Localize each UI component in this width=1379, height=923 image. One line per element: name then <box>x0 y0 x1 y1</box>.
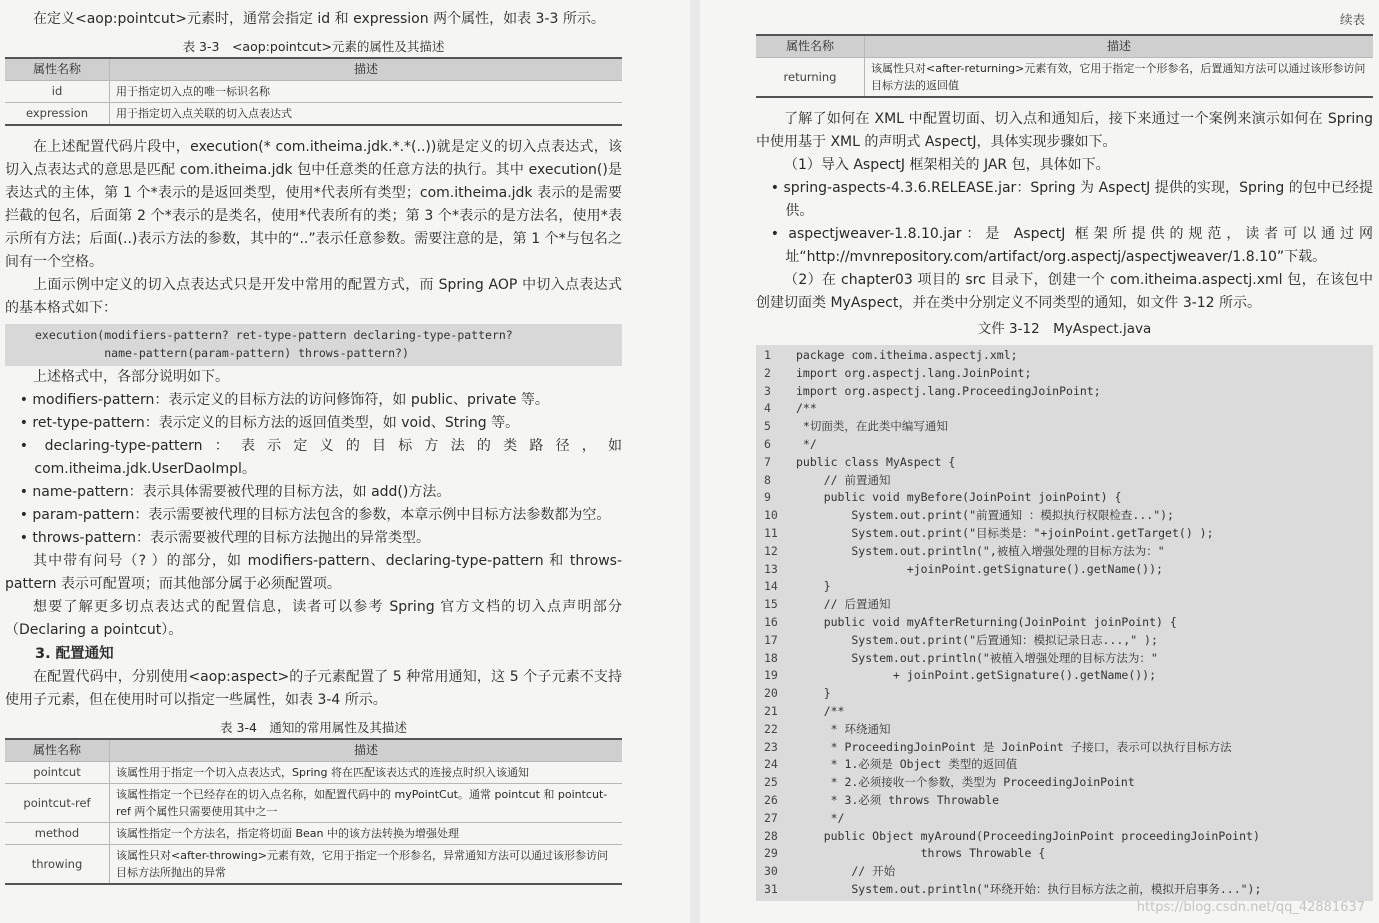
attribute-name-cell: method <box>5 823 110 845</box>
section-heading: 3. 配置通知 <box>35 646 114 662</box>
line-number: 1 <box>764 348 771 362</box>
code-line <box>756 828 1373 846</box>
table-header-cell: 属性名称 <box>5 739 110 762</box>
line-number: 17 <box>764 632 778 647</box>
table-header-row <box>5 58 622 81</box>
code-line <box>756 365 1373 383</box>
attribute-name-cell: returning <box>756 58 865 98</box>
table-3-4 <box>5 738 622 885</box>
code-text: * 环绕通知 <box>796 721 891 736</box>
table-row <box>5 762 622 784</box>
attribute-desc-cell: 该属性只对<after-returning>元素有效，它用于指定一个形参名，后置通知方法可以通过该形参访问目标方法的返回值 <box>865 58 1374 98</box>
table-header-cell: 属性名称 <box>5 58 110 81</box>
line-number: 5 <box>764 419 771 434</box>
code-line <box>756 845 1373 863</box>
attribute-name-cell: pointcut <box>5 762 110 784</box>
code-line <box>756 881 1373 899</box>
code-line <box>756 525 1373 543</box>
bullet-item: • name-pattern：表示具体需要被代理的目标方法，如 add()方法。 <box>19 484 451 500</box>
code-text: * 3.必须 throws Throwable <box>796 792 1000 807</box>
bullet-item: • aspectjweaver-1.8.10.jar：是 AspectJ 框架所提供的规范，读者可以通过网址“http://mvnrepository.com/artifact/org.aspectj/aspectjweaver/1.8.10”下载。 <box>770 226 1373 265</box>
docs-reference-paragraph: 想要了解更多切点表达式的配置信息，读者可以参考 Spring 官方文档的切入点声明部分（Declaring a pointcut）。 <box>5 599 622 638</box>
line-number: 9 <box>764 490 771 505</box>
line-number: 27 <box>764 810 778 825</box>
attribute-name-cell: throwing <box>5 845 110 885</box>
attribute-name-cell: pointcut-ref <box>5 784 110 823</box>
line-number: 11 <box>764 525 778 540</box>
table-3-4-continued <box>756 34 1373 98</box>
code-line <box>756 418 1373 436</box>
attribute-name-cell: expression <box>5 103 110 126</box>
code-line <box>756 454 1373 472</box>
line-number: 18 <box>764 650 778 665</box>
code-text: System.out.print("前置通知 ：模拟执行权限检查..."); <box>796 508 1174 523</box>
execution-format-code <box>5 324 622 366</box>
code-text: throws Throwable { <box>796 846 1046 861</box>
bullet-item: • modifiers-pattern：表示定义的目标方法的访问修饰符，如 public、private 等。 <box>19 392 549 408</box>
line-number: 12 <box>764 543 778 558</box>
code-line <box>756 614 1373 632</box>
table-row <box>5 81 622 103</box>
table-3-4-caption: 表 3-4 通知的常用属性及其描述 <box>220 720 407 735</box>
code-line <box>756 561 1373 579</box>
table-3-3 <box>5 57 622 126</box>
bullet-item: • ret-type-pattern：表示定义的目标方法的返回值类型，如 void、String 等。 <box>19 415 520 431</box>
code-line <box>756 863 1373 881</box>
table-row <box>5 103 622 126</box>
line-number: 23 <box>764 739 778 754</box>
code-line <box>756 596 1373 614</box>
table-header-cell: 描述 <box>865 35 1374 58</box>
attribute-desc-cell: 该属性用于指定一个切入点表达式，Spring 将在匹配该表达式的连接点时织入该通知 <box>110 762 623 784</box>
code-text: System.out.println("被植入增强处理的目标方法为：" <box>796 650 1158 665</box>
line-number: 4 <box>764 401 771 416</box>
attribute-desc-cell: 用于指定切入点的唯一标识名称 <box>110 81 623 103</box>
code-text: *切面类，在此类中编写通知 <box>796 419 948 434</box>
format-parts-intro: 上述格式中，各部分说明如下。 <box>33 369 229 385</box>
code-text: } <box>796 579 831 594</box>
code-text: */ <box>796 436 817 451</box>
code-listing <box>756 345 1373 901</box>
code-text: package com.itheima.aspectj.xml; <box>796 348 1018 362</box>
code-line <box>756 383 1373 401</box>
right-page <box>700 0 1379 923</box>
code-text: /** <box>796 401 817 416</box>
code-text: +joinPoint.getSignature().getName()); <box>796 561 1163 576</box>
code-text: // 前置通知 <box>796 472 891 487</box>
code-line <box>756 756 1373 774</box>
continued-label: 续表 <box>1339 12 1365 27</box>
code-text: System.out.println(",被植入增强处理的目标方法为：" <box>796 543 1165 558</box>
table-header-row <box>5 739 622 762</box>
line-number: 20 <box>764 686 778 701</box>
advice-config-paragraph: 在配置代码中，分别使用<aop:aspect>的子元素配置了 5 种常用通知，这 5 个子元素不支持使用子元素，但在使用时可以指定一些属性，如表 3-4 所示。 <box>5 669 622 708</box>
code-text: System.out.println("环绕开始：执行目标方法之前，模拟开启事务..."); <box>796 881 1262 896</box>
code-line <box>756 489 1373 507</box>
table-row <box>5 845 622 885</box>
table-row <box>5 823 622 845</box>
line-number: 30 <box>764 864 778 879</box>
code-line <box>756 703 1373 721</box>
code-line <box>756 650 1373 668</box>
optional-parts-paragraph: 其中带有问号（? ）的部分，如 modifiers-pattern、declaring-type-pattern 和 throws-pattern 表示可配置项；而其他部分属于必须配置项。 <box>5 553 622 592</box>
code-text: + joinPoint.getSignature().getName()); <box>796 668 1157 683</box>
code-line <box>756 543 1373 561</box>
code-line <box>756 792 1373 810</box>
code-text: */ <box>796 810 845 825</box>
code-line <box>756 685 1373 703</box>
line-number: 3 <box>764 383 771 398</box>
code-line <box>756 721 1373 739</box>
table-row <box>756 58 1373 98</box>
code-text: // 开始 <box>796 864 896 879</box>
code-line <box>756 667 1373 685</box>
right-column <box>756 34 1373 901</box>
code-line <box>756 436 1373 454</box>
line-number: 6 <box>764 436 771 451</box>
code-text: /** <box>796 703 845 718</box>
table-row <box>5 784 622 823</box>
code-line <box>756 400 1373 418</box>
attribute-name-cell: id <box>5 81 110 103</box>
case-intro-paragraph: 了解了如何在 XML 中配置切面、切入点和通知后，接下来通过一个案例来演示如何在 Spring 中使用基于 XML 的声明式 AspectJ，具体实现步骤如下。 <box>756 111 1373 150</box>
file-caption: 文件 3-12 MyAspect.java <box>977 321 1152 337</box>
watermark: https://blog.csdn.net/qq_42881637 <box>1136 900 1365 915</box>
attribute-desc-cell: 该属性指定一个已经存在的切入点名称，如配置代码中的 myPointCut。通常 pointcut 和 pointcut-ref 两个属性只需要使用其中之一 <box>110 784 623 823</box>
code-text: public class MyAspect { <box>796 454 956 469</box>
table-header-cell: 属性名称 <box>756 35 865 58</box>
line-number: 21 <box>764 703 778 718</box>
code-text: * ProceedingJoinPoint 是 JoinPoint 子接口，表示可以执行目标方法 <box>796 739 1232 754</box>
code-text: * 1.必须是 Object 类型的返回值 <box>796 757 1018 772</box>
line-number: 29 <box>764 846 778 861</box>
bullet-item: • throws-pattern：表示需要被代理的目标方法抛出的异常类型。 <box>19 530 431 546</box>
attribute-desc-cell: 该属性指定一个方法名，指定将切面 Bean 中的该方法转换为增强处理 <box>110 823 623 845</box>
code-text: public Object myAround(ProceedingJoinPoint proceedingJoinPoint) <box>796 828 1260 843</box>
code-line <box>756 347 1373 365</box>
table-header-cell: 描述 <box>110 58 623 81</box>
intro-paragraph: 在定义<aop:pointcut>元素时，通常会指定 id 和 expression 两个属性，如表 3-3 所示。 <box>33 11 605 27</box>
left-column <box>5 0 622 885</box>
code-text: // 后置通知 <box>796 597 891 612</box>
line-number: 15 <box>764 597 778 612</box>
code-text: import org.aspectj.lang.JoinPoint; <box>796 365 1032 380</box>
line-number: 14 <box>764 579 778 594</box>
line-number: 28 <box>764 828 778 843</box>
line-number: 13 <box>764 561 778 576</box>
code-text: public void myAfterReturning(JoinPoint joinPoint) { <box>796 614 1177 629</box>
table-3-3-caption: 表 3-3 <aop:pointcut>元素的属性及其描述 <box>182 39 445 54</box>
table-header-row <box>756 35 1373 58</box>
step-2: （2）在 chapter03 项目的 src 目录下，创建一个 com.itheima.aspectj.xml 包，在该包中创建切面类 MyAspect，并在类中分别定义不同类型的通知，如文件 3-12 所示。 <box>756 272 1373 311</box>
line-number: 19 <box>764 668 778 683</box>
code-line <box>756 810 1373 828</box>
code-text: public void myBefore(JoinPoint joinPoint) { <box>796 490 1122 505</box>
pointcut-format-paragraph: 上面示例中定义的切入点表达式只是开发中常用的配置方式，而 Spring AOP 中切入点表达式的基本格式如下： <box>5 277 622 316</box>
attribute-desc-cell: 用于指定切入点关联的切入点表达式 <box>110 103 623 126</box>
code-text: import org.aspectj.lang.ProceedingJoinPoint; <box>796 383 1101 398</box>
code-text: } <box>796 686 831 701</box>
line-number: 31 <box>764 881 778 896</box>
code-line <box>756 578 1373 596</box>
step-1: （1）导入 AspectJ 框架相关的 JAR 包，具体如下。 <box>784 157 1110 173</box>
line-number: 26 <box>764 792 778 807</box>
bullet-item: • spring-aspects-4.3.6.RELEASE.jar：Spring 为 AspectJ 提供的实现，Spring 的包中已经提供。 <box>770 180 1373 219</box>
pointcut-explanation-paragraph: 在上述配置代码片段中，execution(* com.itheima.jdk.*.*(..))就是定义的切入点表达式，该切入点表达式的意思是匹配 com.itheima.jdk 包中任意类的任意方法的执行。其中 execution()是表达式的主体，第 1 个*表示的是返回类型，使用*代表所有类型；com.itheima.jdk 表示的是需要拦截的包名，后面第 2 个*表示的是类名，使用*代表所有的类；第 3 个*表示的是方法名，使用*表示所有方法；后面(..)表示方法的参数，其中的“..”表示任意参数。需要注意的是，第 1 个*与包名之间有一个空格。 <box>5 139 622 270</box>
line-number: 2 <box>764 365 771 380</box>
line-number: 16 <box>764 614 778 629</box>
code-line <box>756 632 1373 650</box>
bullet-item: • param-pattern：表示需要被代理的目标方法包含的参数，本章示例中目标方法参数都为空。 <box>19 507 611 523</box>
line-number: 7 <box>764 454 771 469</box>
line-number: 24 <box>764 757 778 772</box>
code-text: System.out.print("后置通知：模拟记录日志...," ); <box>796 632 1158 647</box>
code-line: execution(modifiers-pattern? ret-type-pattern declaring-type-pattern? <box>35 328 513 342</box>
code-line: name-pattern(param-pattern) throws-pattern?) <box>35 346 409 360</box>
code-line <box>756 472 1373 490</box>
line-number: 25 <box>764 775 778 790</box>
code-text: * 2.必须接收一个参数，类型为 ProceedingJoinPoint <box>796 775 1135 790</box>
line-number: 8 <box>764 472 771 487</box>
attribute-desc-cell: 该属性只对<after-throwing>元素有效，它用于指定一个形参名，异常通知方法可以通过该形参访问目标方法所抛出的异常 <box>110 845 623 885</box>
code-line <box>756 774 1373 792</box>
line-number: 10 <box>764 508 778 523</box>
bullet-item: • declaring-type-pattern：表示定义的目标方法的类路径，如 com.itheima.jdk.UserDaoImpl。 <box>19 438 622 477</box>
table-header-cell: 描述 <box>110 739 623 762</box>
line-number: 22 <box>764 721 778 736</box>
code-line <box>756 739 1373 757</box>
code-line <box>756 507 1373 525</box>
code-text: System.out.print("目标类是："+joinPoint.getTarget() ); <box>796 525 1214 540</box>
